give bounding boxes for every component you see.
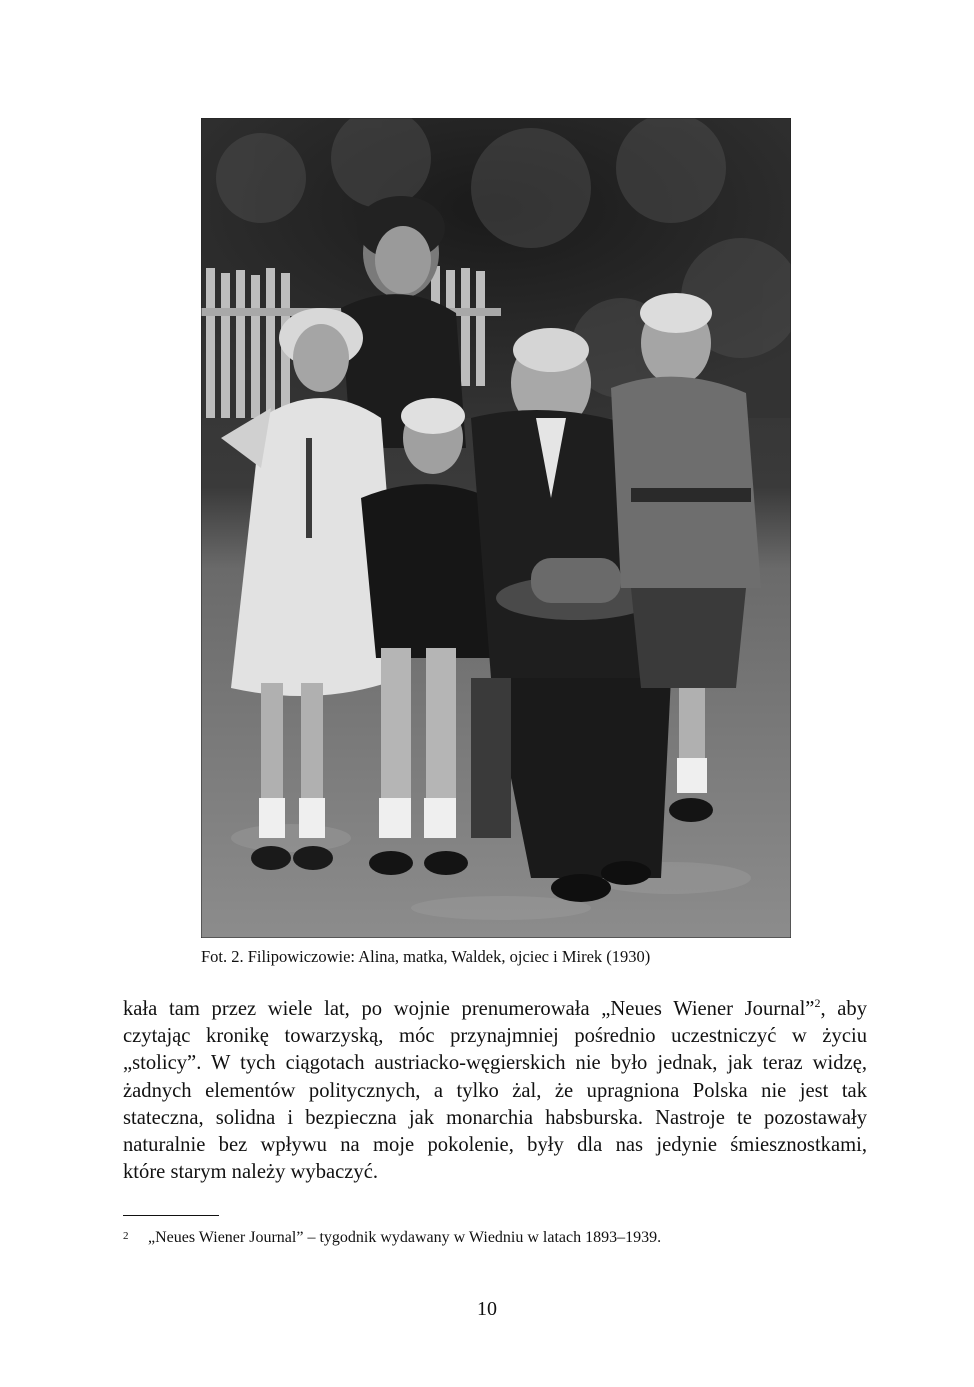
- body-line: żadnych elementów politycznych, a tylko żal, że upragniona Polska nie jest tak: [123, 1079, 867, 1102]
- body-line: kała tam przez wiele lat, po wojnie prenumerowała „Neues Wiener Journal”$^2$, aby: [123, 996, 868, 1020]
- body-paragraph: [123, 996, 867, 1186]
- body-line: „stolicy”. W tych ciągotach austriacko-węgierskich nie było jednak, jak teraz widzę,: [123, 1052, 867, 1075]
- footnote-reference[interactable]: 2: [814, 996, 821, 1010]
- body-line: czytając kronikę towarzyską, móc przynajmniej pośrednio uczestniczyć w życiu: [123, 1025, 867, 1048]
- family-photograph: [201, 118, 791, 938]
- photo-caption: Fot. 2. Filipowiczowie: Alina, matka, Waldek, ojciec i Mirek (1930): [201, 947, 651, 966]
- body-line: stateczna, solidna i bezpieczna jak monarchia habsburska. Nastroje te pozostawały: [123, 1106, 867, 1129]
- page-number: 10: [477, 1298, 497, 1320]
- body-line: które starym należy wybaczyć.: [123, 1161, 379, 1184]
- footnote-text: „Neues Wiener Journal” – tygodnik wydawany w Wiedniu w latach 1893–1939.: [148, 1229, 662, 1246]
- footnote-separator: [123, 1215, 219, 1216]
- body-line: naturalnie bez wpływu na moje pokolenie, były dla nas jedynie śmiesznostkami,: [123, 1133, 867, 1156]
- footnote-number: 2: [123, 1230, 129, 1242]
